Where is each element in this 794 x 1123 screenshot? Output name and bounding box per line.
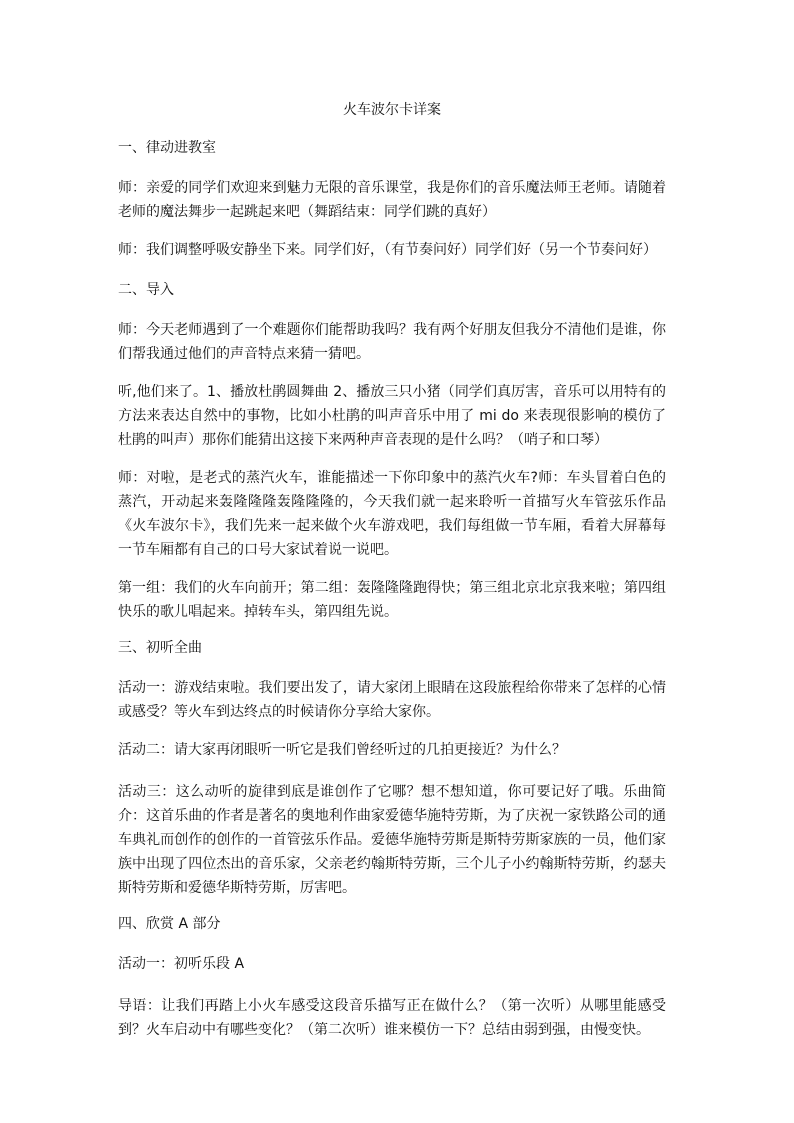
section-heading-2: 二、导入 xyxy=(118,282,174,298)
paragraph-group-slogans: 第一组：我们的火车向前开；第二组：轰隆隆隆跑得快；第三组北京北京我来啦；第四组快乐的歌儿唱起来。掉转车头，第四组先说。 xyxy=(118,580,666,620)
paragraph-steam-train: 师：对啦，是老式的蒸汽火车，谁能描述一下你印象中的蒸汽火车?师：车头冒着白色的蒸汽，开动起来轰隆隆隆轰隆隆隆的，今天我们就一起来聆听一首描写火车管弦乐作品《火车波尔卡》，我们先来一起来做个火车游戏吧，我们每组做一节车厢，看着大屏幕每一节车厢都有自己的口号大家试着说一说吧。 xyxy=(118,470,666,558)
paragraph-listen-examples: 听,他们来了。1、播放杜鹃圆舞曲 2、播放三只小猪（同学们真厉害，音乐可以用特有的方法来表达自然中的事物，比如小杜鹃的叫声音乐中用了 mi do 来表现很影响的模仿了杜鹃的叫声）那你们能猜出这接下来两种声音表现的是什么吗？（哨子和口琴） xyxy=(118,384,666,448)
paragraph-activity-2: 活动二：请大家再闭眼听一听它是我们曾经听过的几拍更接近？为什么？ xyxy=(118,742,566,758)
section-heading-1: 一、律动进教室 xyxy=(118,140,216,156)
paragraph-activity-3: 活动三：这么动听的旋律到底是谁创作了它哪？想不想知道，你可要记好了哦。乐曲简介：这首乐曲的作者是著名的奥地利作曲家爱德华施特劳斯，为了庆祝一家铁路公司的通车典礼而创作的创作的一首管弦乐作品。爱德华施特劳斯是斯特劳斯家族的一员，他们家族中出现了四位杰出的音乐家，父亲老约翰斯特劳斯，三个儿子小约翰斯特劳斯，约瑟夫斯特劳斯和爱德华斯特劳斯，厉害吧。 xyxy=(118,784,666,896)
document-title: 火车波尔卡详案 xyxy=(343,102,441,118)
paragraph-intro-question: 师：今天老师遇到了一个难题你们能帮助我吗？我有两个好朋友但我分不清他们是谁，你们帮我通过他们的声音特点来猜一猜吧。 xyxy=(118,322,666,362)
paragraph-teacher-greeting: 师：亲爱的同学们欢迎来到魅力无限的音乐课堂，我是你们的音乐魔法师王老师。请随着老师的魔法舞步一起跳起来吧（舞蹈结束：同学们跳的真好） xyxy=(118,180,666,220)
document-page xyxy=(118,100,666,1056)
paragraph-activity-a1: 活动一：初听乐段 A xyxy=(118,956,245,972)
paragraph-activity-1: 活动一：游戏结束啦。我们要出发了，请大家闭上眼睛在这段旅程给你带来了怎样的心情或感受？等火车到达终点的时候请你分享给大家你。 xyxy=(118,680,666,720)
paragraph-guide: 导语：让我们再踏上小火车感受这段音乐描写正在做什么？（第一次听）从哪里能感受到？火车启动中有哪些变化？（第二次听）谁来模仿一下？总结由弱到强，由慢变快。 xyxy=(118,998,666,1038)
section-heading-4: 四、欣赏 A 部分 xyxy=(118,916,221,932)
section-heading-3: 三、初听全曲 xyxy=(118,640,202,656)
paragraph-rhythm-greeting: 师：我们调整呼吸安静坐下来。同学们好，（有节奏问好）同学们好（另一个节奏问好） xyxy=(118,242,657,258)
